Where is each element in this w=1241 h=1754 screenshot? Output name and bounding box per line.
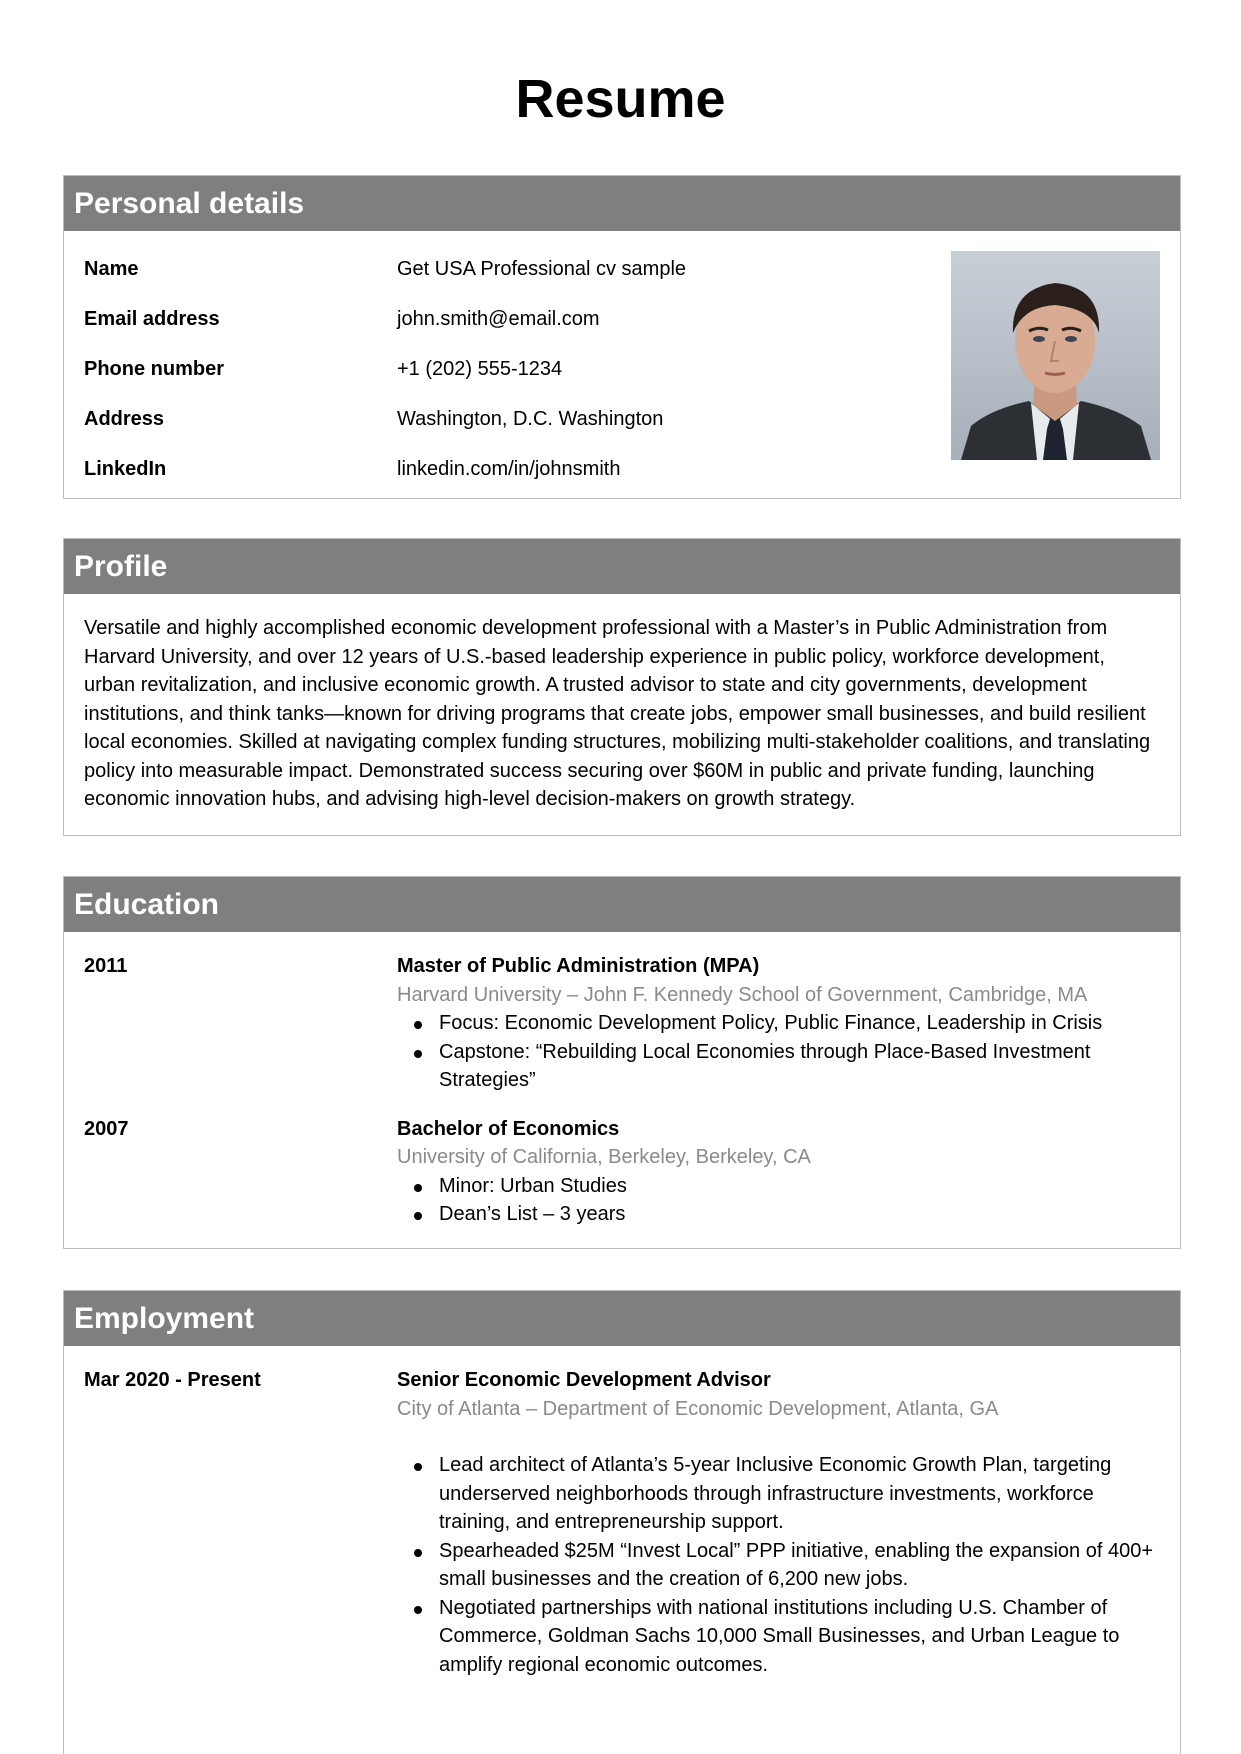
- entry-details: [397, 1366, 1160, 1679]
- entry-organization: Harvard University – John F. Kennedy School of Government, Cambridge, MA: [397, 983, 1088, 1006]
- profile-photo: [951, 251, 1160, 460]
- bullet-icon: [414, 1050, 422, 1058]
- list-item: [397, 1594, 1160, 1680]
- list-item: [397, 1172, 1160, 1201]
- detail-value: Get USA Professional cv sample: [397, 258, 687, 280]
- bullet-icon: [414, 1021, 422, 1029]
- entry-bullets: [397, 1009, 1160, 1095]
- entry-title: Bachelor of Economics: [397, 1117, 620, 1140]
- list-item: [397, 1451, 1160, 1537]
- education-section: [63, 876, 1181, 1249]
- detail-value: linkedin.com/in/johnsmith: [397, 458, 621, 480]
- list-item: [397, 1537, 1160, 1594]
- detail-label: Phone number: [84, 358, 225, 380]
- bullet-icon: [414, 1549, 422, 1557]
- bullet-text: Spearheaded $25M “Invest Local” PPP initiative, enabling the expansion of 400+ small businesses and the creation of 6,200 new jobs.: [439, 1539, 1154, 1590]
- section-header: Education: [64, 877, 1180, 932]
- detail-label: LinkedIn: [84, 458, 167, 480]
- entry-date: 2007: [84, 1117, 129, 1140]
- entry-organization: City of Atlanta – Department of Economic Development, Atlanta, GA: [397, 1397, 999, 1420]
- entry-details: [397, 1115, 1160, 1229]
- page-title: Resume: [515, 69, 726, 129]
- personal-details-section: [63, 175, 1181, 499]
- employment-entry: [84, 1366, 1160, 1679]
- list-item: [397, 1200, 1160, 1229]
- education-body: [64, 932, 1180, 1229]
- portrait-illustration: [951, 251, 1160, 460]
- bullet-icon: [414, 1606, 422, 1614]
- bullet-icon: [414, 1184, 422, 1192]
- bullet-text: Capstone: “Rebuilding Local Economies through Place-Based Investment Strategies”: [439, 1040, 1091, 1091]
- employment-section: [63, 1290, 1181, 1754]
- education-entry: [84, 1115, 1160, 1229]
- entry-bullets: [397, 1451, 1160, 1679]
- list-item: [397, 1009, 1160, 1038]
- bullet-text: Minor: Urban Studies: [439, 1174, 627, 1197]
- section-header: Profile: [64, 539, 1180, 594]
- profile-summary: Versatile and highly accomplished economic development professional with a Master’s in Public Administration from Harvard University, and over 12 years of U.S.-based leadership experience in public policy, workforce development, urban revitalization, and inclusive economic growth. A trusted advisor to state and city governments, development institutions, and think tanks—known for driving programs that create jobs, empower small businesses, and build resilient local economies. Skilled at navigating complex funding structures, mobilizing multi-stakeholder coalitions, and translating policy into measurable impact. Demonstrated success securing over $60M in public and private funding, launching economic innovation hubs, and advising high-level decision-makers on growth strategy.: [84, 617, 1151, 810]
- bullet-icon: [414, 1212, 422, 1220]
- entry-details: [397, 952, 1160, 1095]
- profile-body: [64, 594, 1180, 836]
- detail-value: Washington, D.C. Washington: [397, 408, 664, 430]
- entry-organization: University of California, Berkeley, Berkeley, CA: [397, 1146, 811, 1168]
- bullet-text: Negotiated partnerships with national institutions including U.S. Chamber of Commerce, Goldman Sachs 10,000 Small Businesses, and Urban League to amplify regional economic outcomes.: [439, 1596, 1120, 1676]
- detail-value: +1 (202) 555-1234: [397, 358, 563, 380]
- profile-section: [63, 538, 1181, 836]
- entry-date: 2011: [84, 955, 128, 977]
- section-header: Employment: [64, 1291, 1180, 1346]
- section-header: Personal details: [64, 176, 1180, 231]
- detail-label: Name: [84, 258, 139, 280]
- detail-value: john.smith@email.com: [397, 308, 600, 330]
- list-item: [397, 1038, 1160, 1095]
- entry-title: Master of Public Administration (MPA): [397, 955, 760, 977]
- employment-body: [64, 1346, 1180, 1679]
- bullet-icon: [414, 1463, 422, 1471]
- entry-bullets: [397, 1172, 1160, 1229]
- personal-details-body: [64, 231, 1180, 499]
- entry-title: Senior Economic Development Advisor: [397, 1369, 771, 1391]
- education-entry: [84, 952, 1160, 1095]
- bullet-text: Dean’s List – 3 years: [439, 1203, 626, 1225]
- bullet-text: Lead architect of Atlanta’s 5-year Inclusive Economic Growth Plan, targeting underserved neighborhoods through infrastructure investments, workforce training, and entrepreneurship support.: [439, 1454, 1112, 1533]
- detail-label: Address: [84, 408, 165, 430]
- entry-date: Mar 2020 - Present: [84, 1369, 261, 1391]
- bullet-text: Focus: Economic Development Policy, Public Finance, Leadership in Crisis: [439, 1012, 1103, 1034]
- detail-label: Email address: [84, 308, 220, 330]
